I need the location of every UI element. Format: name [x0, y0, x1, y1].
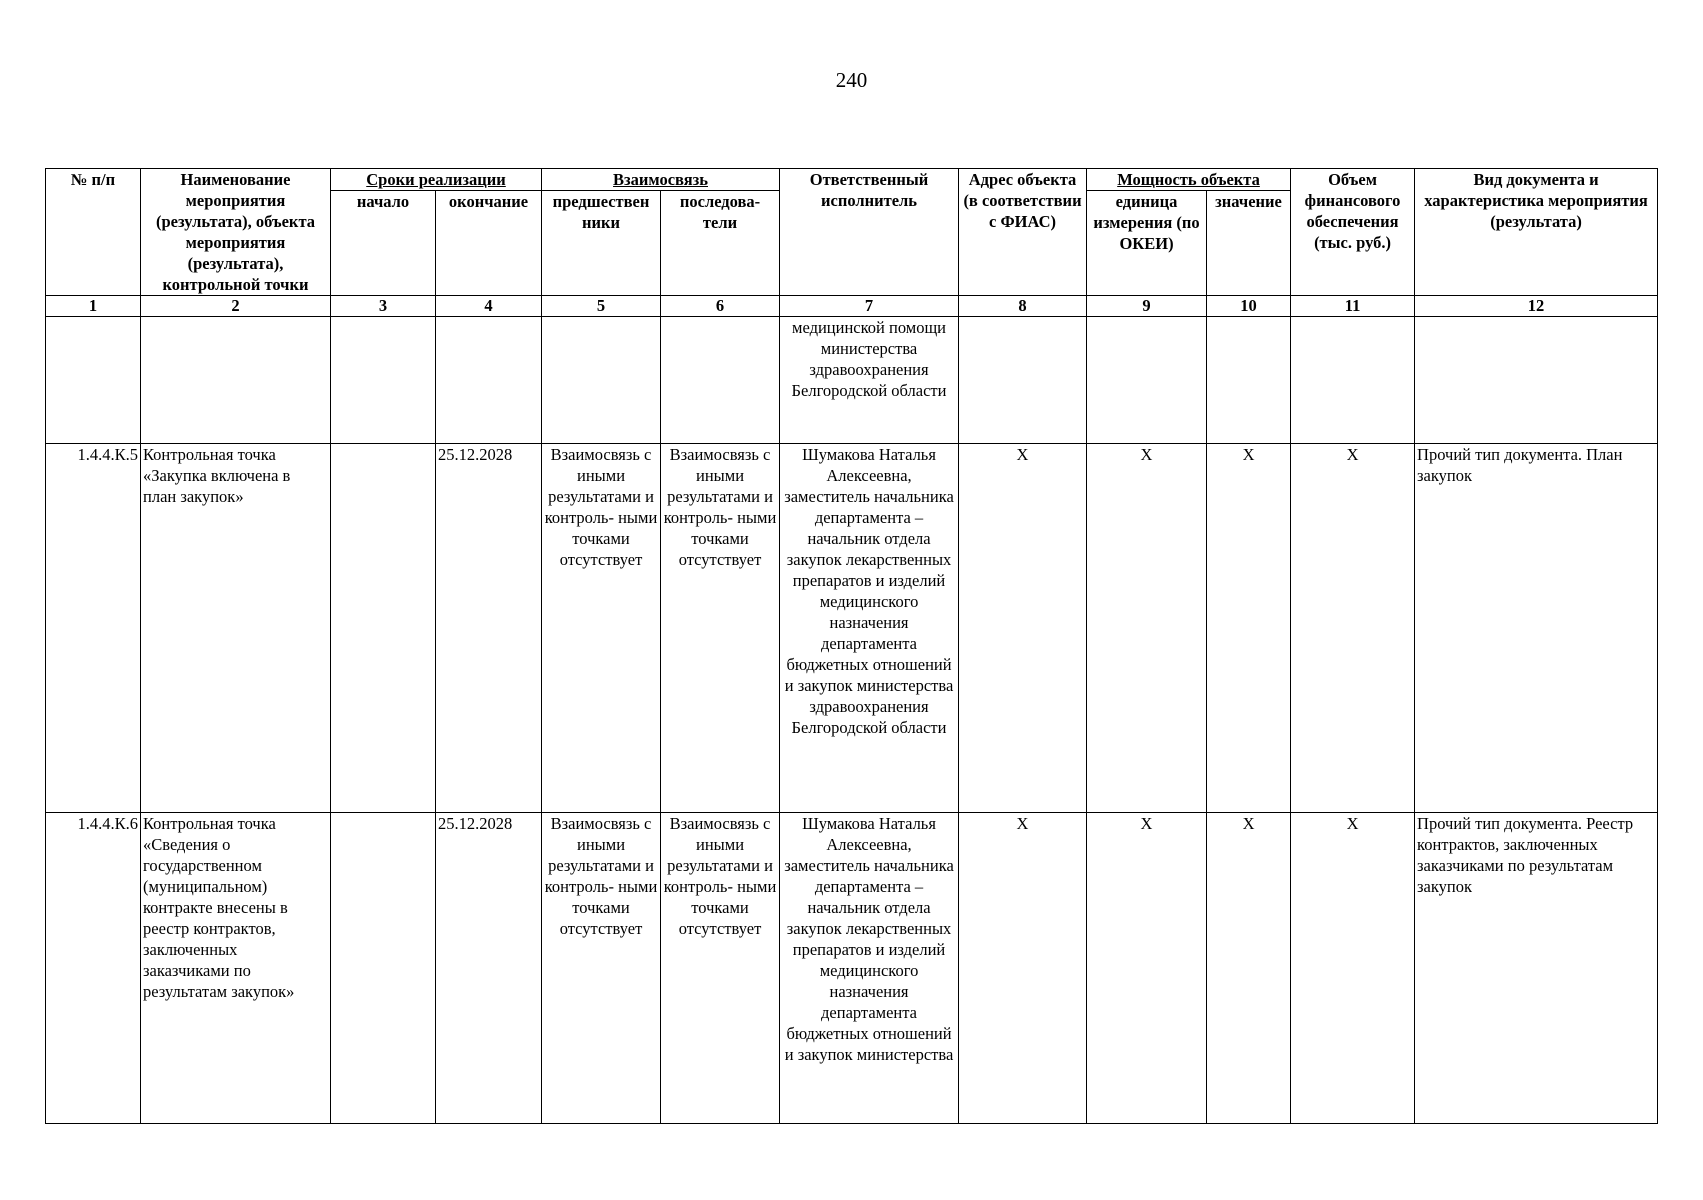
header-name: Наименование мероприятия (результата), объекта мероприятия (результата), контрольной точки — [141, 169, 331, 296]
cell-name-text: Контрольная точка «Сведения о государственном (муниципальном) контракте внесены в реестр контрактов, заключенных заказчиками по результатам закупок» — [143, 814, 295, 1001]
cell-name-text: Контрольная точка «Закупка включена в план закупок» — [143, 445, 291, 506]
cell-successors: Взаимосвязь с иными результатами и контроль- ными точками отсутствует — [661, 444, 780, 813]
cell-no: 1.4.4.К.6 — [46, 813, 141, 1124]
header-finance: Объем финансового обеспечения (тыс. руб.) — [1291, 169, 1415, 296]
header-successors: последова- тели — [661, 191, 780, 296]
header-links-group: Взаимосвязь — [542, 169, 780, 191]
cell-start — [331, 317, 436, 444]
page-number: 240 — [835, 68, 868, 92]
cell-finance — [1291, 317, 1415, 444]
header-row — [46, 169, 1658, 191]
column-number-row — [46, 296, 1658, 317]
table-row — [46, 444, 1658, 813]
column-number: 2 — [141, 296, 331, 317]
column-number: 9 — [1087, 296, 1207, 317]
column-number: 1 — [46, 296, 141, 317]
cell-predecessors: Взаимосвязь с иными результатами и контроль- ными точками отсутствует — [542, 444, 661, 813]
cell-end: 25.12.2028 — [436, 813, 542, 1124]
header-unit: единица измерения (по ОКЕИ) — [1087, 191, 1207, 296]
cell-end — [436, 317, 542, 444]
cell-value — [1207, 317, 1291, 444]
header-value: значение — [1207, 191, 1291, 296]
header-no: № п/п — [46, 169, 141, 296]
column-number: 7 — [780, 296, 959, 317]
cell-document: Прочий тип документа. Реестр контрактов, заключенных заказчиками по результатам закупок — [1415, 813, 1658, 1124]
cell-finance: Х — [1291, 444, 1415, 813]
column-number: 6 — [661, 296, 780, 317]
cell-name — [141, 813, 331, 1124]
cell-successors — [661, 317, 780, 444]
cell-unit: Х — [1087, 813, 1207, 1124]
header-start: начало — [331, 191, 436, 296]
header-predecessors: предшествен ники — [542, 191, 661, 296]
cell-value: Х — [1207, 813, 1291, 1124]
cell-address — [959, 317, 1087, 444]
cell-responsible: Шумакова Наталья Алексеевна, заместитель начальника департамента – начальник отдела закупок лекарственных препаратов и изделий медицинского назначения департамента бюджетных отношений и закупок министерства — [780, 813, 959, 1124]
cell-predecessors: Взаимосвязь с иными результатами и контроль- ными точками отсутствует — [542, 813, 661, 1124]
cell-value: Х — [1207, 444, 1291, 813]
cell-end: 25.12.2028 — [436, 444, 542, 813]
header-terms-group: Сроки реализации — [331, 169, 542, 191]
cell-no — [46, 317, 141, 444]
header-address: Адрес объекта (в соответствии с ФИАС) — [959, 169, 1087, 296]
column-number: 8 — [959, 296, 1087, 317]
cell-address: Х — [959, 813, 1087, 1124]
column-number: 4 — [436, 296, 542, 317]
cell-name — [141, 444, 331, 813]
cell-responsible: медицинской помощи министерства здравоохранения Белгородской области — [780, 317, 959, 444]
cell-successors: Взаимосвязь с иными результатами и контроль- ными точками отсутствует — [661, 813, 780, 1124]
header-document: Вид документа и характеристика мероприятия (результата) — [1415, 169, 1658, 296]
column-number: 12 — [1415, 296, 1658, 317]
cell-start — [331, 813, 436, 1124]
column-number: 5 — [542, 296, 661, 317]
cell-name — [141, 317, 331, 444]
cell-no: 1.4.4.К.5 — [46, 444, 141, 813]
header-capacity-group: Мощность объекта — [1087, 169, 1291, 191]
cell-responsible: Шумакова Наталья Алексеевна, заместитель начальника департамента – начальник отдела закупок лекарственных препаратов и изделий медицинского назначения департамента бюджетных отношений и закупок министерства здравоохранения Белгородской области — [780, 444, 959, 813]
header-end: окончание — [436, 191, 542, 296]
cell-document: Прочий тип документа. План закупок — [1415, 444, 1658, 813]
cell-unit: Х — [1087, 444, 1207, 813]
column-number: 11 — [1291, 296, 1415, 317]
table-row — [46, 317, 1658, 444]
cell-start — [331, 444, 436, 813]
header-responsible: Ответственный исполнитель — [780, 169, 959, 296]
column-number: 3 — [331, 296, 436, 317]
cell-unit — [1087, 317, 1207, 444]
cell-address: Х — [959, 444, 1087, 813]
table-row — [46, 813, 1658, 1124]
cell-finance: Х — [1291, 813, 1415, 1124]
cell-document — [1415, 317, 1658, 444]
plan-table — [45, 168, 1658, 1124]
cell-predecessors — [542, 317, 661, 444]
column-number: 10 — [1207, 296, 1291, 317]
